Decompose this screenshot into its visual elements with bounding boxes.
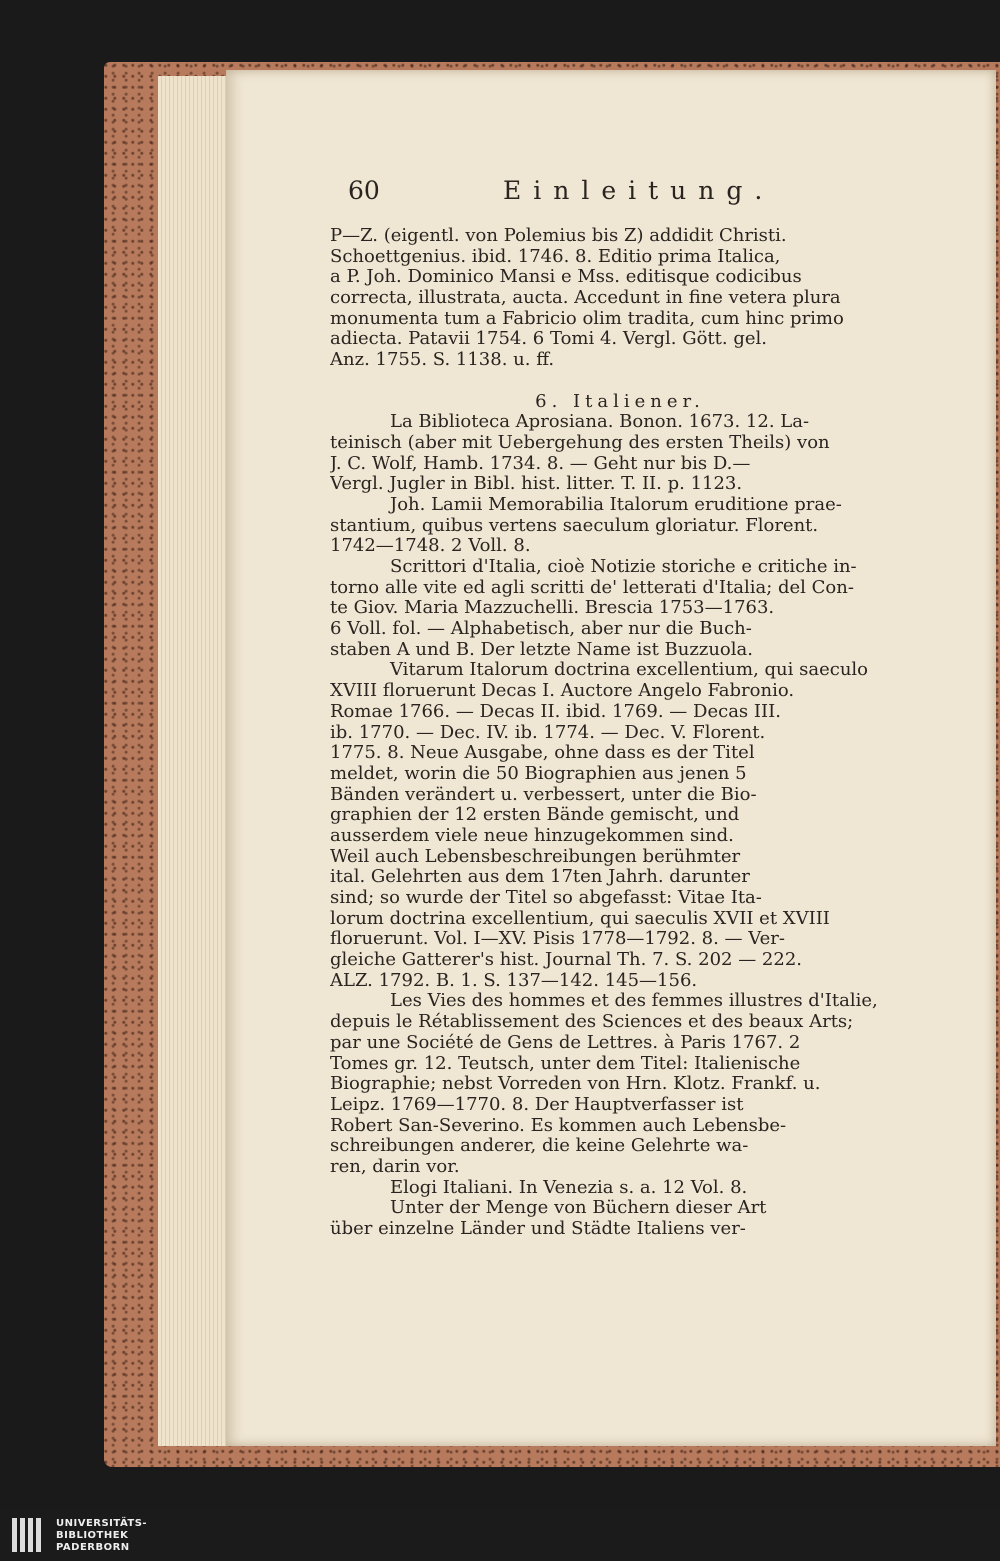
text-line: gleiche Gatterer's hist. Journal Th. 7. S. 202 — 222. [330,950,802,971]
text-line: ital. Gelehrten aus dem 17ten Jahrh. darunter [330,867,750,888]
text-line: Weil auch Lebensbeschreibungen berühmter [330,846,741,867]
text-line: über einzelne Länder und Städte Italiens ver- [330,1219,746,1239]
text-line: adiecta. Patavii 1754. 6 Tomi 4. Vergl. Gött. gel. [330,329,767,350]
text-line: Romae 1766. — Decas II. ibid. 1769. — Decas III. [330,701,781,722]
text-line: Bänden verändert u. verbessert, unter die Bio- [330,784,757,805]
text-line: schreibungen anderer, die keine Gelehrte wa- [330,1136,749,1157]
page-edges [158,76,228,1446]
page-number: 60 [348,176,380,205]
text-line: par une Société de Gens de Lettres. à Paris 1767. 2 [330,1032,801,1053]
logo-line: BIBLIOTHEK [56,1530,129,1541]
text-line: Elogi Italiani. In Venezia s. a. 12 Vol. 8. [390,1177,748,1198]
library-logo-text [56,1518,147,1554]
text-line: Biographie; nebst Vorreden von Hrn. Klotz. Frankf. u. [330,1074,821,1095]
text-line: Tomes gr. 12. Teutsch, unter dem Titel: Italienische [330,1053,801,1074]
text-line: Joh. Lamii Memorabilia Italorum eruditione prae- [390,494,842,515]
text-line: sind; so wurde der Titel so abgefasst: Vitae Ita- [330,888,762,908]
text-line: Vergl. Jugler in Bibl. hist. litter. T. II. p. 1123. [330,474,743,495]
text-line: lorum doctrina excellentium, qui saeculis XVII et XVIII [330,908,830,929]
text-line: meldet, worin die 50 Biographien aus jenen 5 [330,763,747,784]
text-line: te Giov. Maria Mazzuchelli. Brescia 1753—1763. [330,598,775,619]
body-text [330,226,910,1240]
text-line: Robert San-Severino. Es kommen auch Lebensbe- [330,1115,787,1136]
text-line: P—Z. (eigentl. von Polemius bis Z) addidit Christi. [330,226,787,246]
text-line: floruerunt. Vol. I—XV. Pisis 1778—1792. 8. — Ver- [330,929,785,950]
text-line: ib. 1770. — Dec. IV. ib. 1774. — Dec. V. Florent. [330,722,766,743]
text-line: Leipz. 1769—1770. 8. Der Hauptverfasser ist [330,1094,744,1115]
section-heading: 6. Italiener. [535,391,705,412]
text-line: J. C. Wolf, Hamb. 1734. 8. — Geht nur bis D.— [330,453,751,474]
text-line: depuis le Rétablissement des Sciences et des beaux Arts; [330,1012,854,1033]
running-title: Einleitung. [503,176,775,205]
text-line: graphien der 12 ersten Bände gemischt, und [330,805,740,826]
text-line: 6 Voll. fol. — Alphabetisch, aber nur die Buch- [330,619,752,640]
text-line: staben A und B. Der letzte Name ist Buzzuola. [330,639,753,660]
text-line: Anz. 1755. S. 1138. u. ff. [330,350,555,371]
text-line: 1775. 8. Neue Ausgabe, ohne dass es der Titel [330,743,755,764]
library-logo-icon [12,1518,44,1552]
text-line: torno alle vite ed agli scritti de' letterati d'Italia; del Con- [330,577,854,598]
text-line: La Biblioteca Aprosiana. Bonon. 1673. 12. La- [390,412,810,433]
text-line: ren, darin vor. [330,1156,460,1177]
text-line: Scrittori d'Italia, cioè Notizie storiche e critiche in- [390,557,857,577]
logo-line: UNIVERSITÄTS- [56,1518,148,1529]
text-line: monumenta tum a Fabricio olim tradita, cum hinc primo [330,308,844,329]
text-line: a P. Joh. Dominico Mansi e Mss. editisque codicibus [330,267,802,288]
text-line: Les Vies des hommes et des femmes illustres d'Italie, [390,991,878,1012]
logo-line: PADERBORN [56,1542,130,1553]
text-line: XVIII floruerunt Decas I. Auctore Angelo Fabronio. [330,681,795,702]
text-line: ALZ. 1792. B. 1. S. 137—142. 145—156. [330,970,698,991]
text-line: correcta, illustrata, aucta. Accedunt in fine vetera plura [330,288,841,309]
library-footer [0,1510,1000,1561]
text-line: Vitarum Italorum doctrina excellentium, qui saeculo [390,660,869,681]
text-line: 1742—1748. 2 Voll. 8. [330,536,531,557]
text-line: teinisch (aber mit Uebergehung des ersten Theils) von [330,432,830,453]
page-header [348,176,908,210]
text-line: Schoettgenius. ibid. 1746. 8. Editio prima Italica, [330,246,781,267]
text-line: stantium, quibus vertens saeculum gloriatur. Florent. [330,515,819,536]
text-line: Unter der Menge von Büchern dieser Art [390,1198,767,1219]
text-line: ausserdem viele neue hinzugekommen sind. [330,825,734,846]
spacer-line [330,371,910,392]
